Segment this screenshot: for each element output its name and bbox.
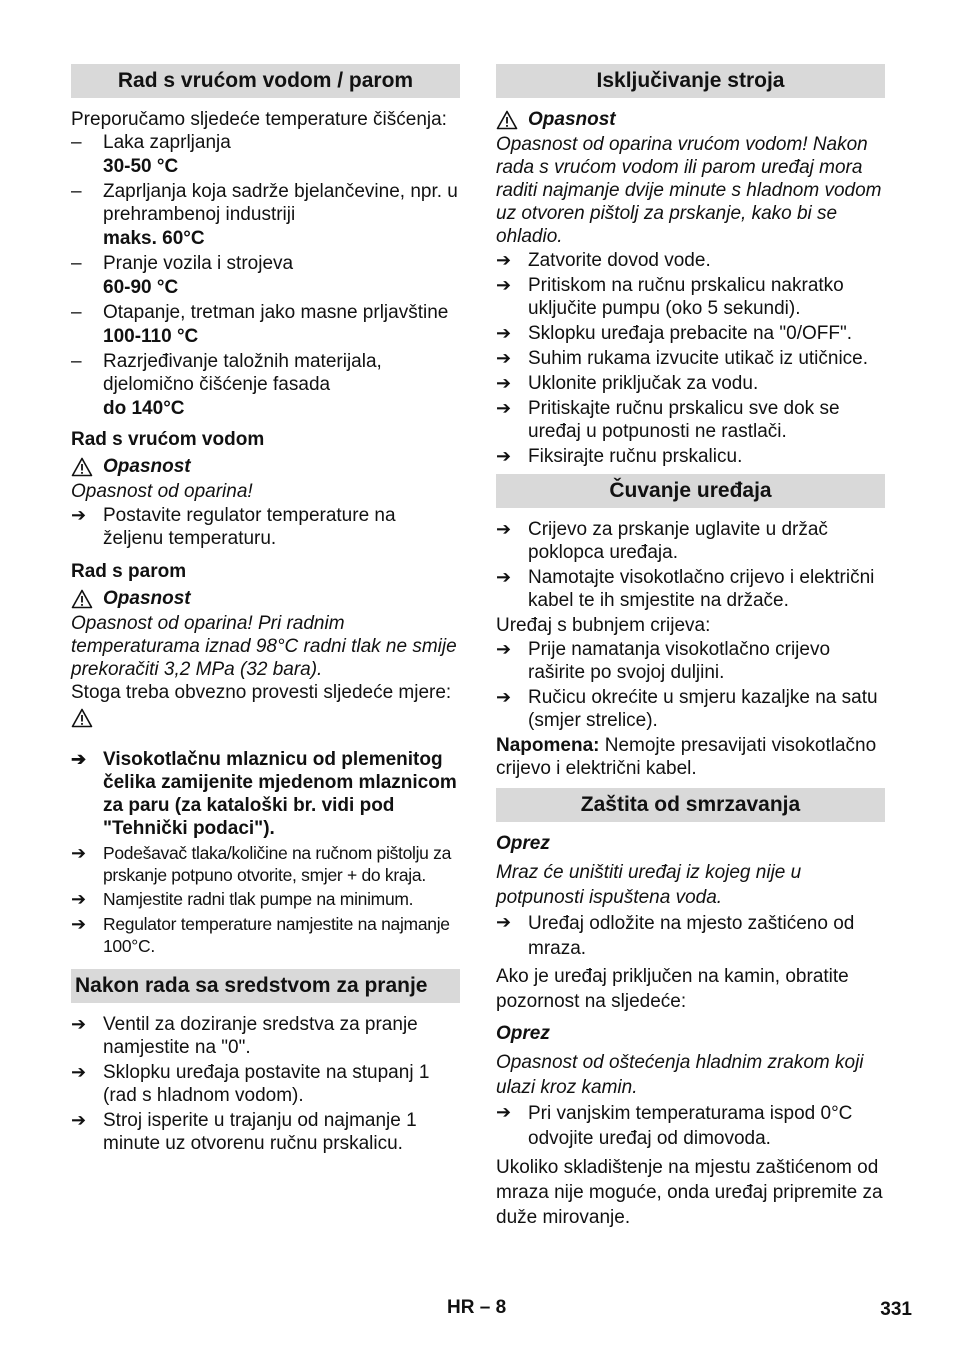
arrow-right-icon: ➔ [71, 505, 87, 525]
temperature-item [71, 350, 460, 396]
list-item [71, 1061, 460, 1107]
warning-triangle-icon [496, 110, 518, 130]
caution-label: Oprez [496, 1023, 550, 1044]
arrow-right-icon: ➔ [71, 1110, 87, 1130]
list-item [71, 842, 460, 886]
list-item-text: Ventil za doziranje sredstva za pranje namjestite na "0". [103, 1014, 418, 1058]
caution-label: Oprez [496, 833, 550, 854]
list-item [496, 274, 885, 320]
list-item [71, 1013, 460, 1059]
arrow-right-icon: ➔ [71, 1062, 87, 1082]
note: Napomena: Nemojte presavijati visokotlačno crijevo i električni kabel. [496, 735, 877, 779]
steam-warning: Opasnost od oparina! Pri radnim temperaturama iznad 98°C radni tlak ne smije prekoračiti 3,2 MPa (32 bara). [71, 613, 457, 680]
left-column [71, 64, 460, 1157]
shutdown-steps [496, 249, 885, 468]
arrow-right-icon: ➔ [71, 889, 86, 909]
frost-warning: Mraz će uništiti uređaj iz kojeg nije u potpunosti ispuštena voda. [496, 862, 802, 908]
temperature-value: maks. 60°C [103, 228, 205, 249]
page-number: 331 [880, 1299, 912, 1320]
list-item [496, 249, 885, 272]
list-item [496, 322, 885, 345]
dash-marker: – [71, 302, 82, 323]
list-item [496, 347, 885, 370]
warning-label: Opasnost [103, 588, 191, 609]
right-column [496, 64, 885, 1230]
intro-text: Preporučamo sljedeće temperature čišćenja: [71, 109, 447, 130]
list-item-text: Uklonite priključak za vodu. [528, 373, 759, 394]
list-item-text: Fiksirajte ručnu prskalicu. [528, 446, 743, 467]
temperature-label: Zaprljanja koja sadrže bjelančevine, npr. u prehrambenoj industriji [103, 181, 458, 225]
list-item-text: Namotajte visokotlačno crijevo i električni kabel te ih smjestite na držače. [528, 567, 875, 611]
drum-steps [496, 638, 885, 732]
shutdown-warning: Opasnost od oparina vrućom vodom! Nakon rada s vrućom vodom ili parom uređaj mora raditi najmanje dvije minute s hladnom vodom uz otvoren pištolj za prskanje, kako bi se ohladio. [496, 134, 882, 247]
section-header-hot-water: Rad s vrućom vodom / parom [71, 64, 460, 98]
arrow-right-icon: ➔ [496, 275, 512, 295]
arrow-right-icon: ➔ [71, 914, 86, 934]
list-item-text: Suhim rukama izvucite utikač iz utičnice. [528, 348, 869, 369]
list-item: ➔ Postavite regulator temperature na željenu temperaturu. [71, 505, 396, 549]
temperature-item [71, 252, 460, 275]
temperature-item [71, 301, 460, 324]
temperature-value: 60-90 °C [103, 277, 179, 298]
warning-label: Opasnost [103, 456, 191, 477]
arrow-right-icon: ➔ [496, 639, 512, 659]
list-item [496, 372, 885, 395]
arrow-right-icon: ➔ [496, 519, 512, 539]
arrow-right-icon: ➔ [496, 687, 512, 707]
list-item [496, 518, 885, 564]
list-item [496, 686, 885, 732]
arrow-right-icon: ➔ [496, 398, 512, 418]
warning-triangle-icon [71, 708, 93, 728]
hot-water-title: Rad s vrućom vodom [71, 429, 265, 450]
list-item [71, 888, 460, 911]
dash-marker: – [71, 351, 82, 372]
hot-water-warning: Opasnost od oparina! [71, 481, 253, 502]
chimney-text: Ako je uređaj priključen na kamin, obratite pozornost na sljedeće: [496, 966, 849, 1012]
drum-text: Uređaj s bubnjem crijeva: [496, 615, 711, 636]
list-item: ➔ Pri vanjskim temperaturama ispod 0°C odvojite uređaj od dimovoda. [496, 1102, 853, 1149]
temperature-label: Laka zaprljanja [103, 132, 231, 153]
temperature-label: Pranje vozila i strojeva [103, 253, 294, 274]
list-item [496, 638, 885, 684]
list-item [71, 913, 460, 957]
temperature-list [71, 131, 460, 420]
list-item-text: Zatvorite dovod vode. [528, 250, 711, 271]
arrow-right-icon: ➔ [496, 373, 512, 393]
dash-marker: – [71, 132, 82, 153]
arrow-right-icon: ➔ [496, 912, 512, 932]
after-steps [71, 1013, 460, 1155]
arrow-right-icon: ➔ [496, 446, 512, 466]
temperature-value: do 140°C [103, 398, 185, 419]
temperature-item [71, 131, 460, 154]
chimney-warning: Opasnost od oštećenja hladnim zrakom koji ulazi kroz kamin. [496, 1052, 864, 1098]
list-item-text: Pritiskajte ručnu prskalicu sve dok se uređaj u potpunosti ne rastlači. [528, 398, 840, 442]
temperature-value: 30-50 °C [103, 156, 179, 177]
arrow-right-icon: ➔ [496, 1102, 512, 1122]
arrow-right-icon: ➔ [496, 250, 512, 270]
list-item-text: Namjestite radni tlak pumpe na minimum. [103, 889, 414, 909]
temperature-label: Razrjeđivanje taložnih materijala, djelomično čišćenje fasada [103, 351, 382, 395]
list-item [496, 566, 885, 612]
list-item-text: Stroj isperite u trajanju od najmanje 1 minute uz otvorenu ručnu prskalicu. [103, 1110, 417, 1154]
list-item-text: Sklopku uređaja postavite na stupanj 1 (rad s hladnom vodom). [103, 1062, 430, 1106]
list-item-text: Podešavač tlaka/količine na ručnom pištolju za prskanje potpuno otvorite, smjer + do kraja. [103, 843, 452, 885]
arrow-right-icon: ➔ [71, 749, 87, 769]
warning-steam [71, 587, 460, 610]
steam-title: Rad s parom [71, 561, 187, 582]
list-item-text: Pritiskom na ručnu prskalicu nakratko uključite pumpu (oko 5 sekundi). [528, 275, 844, 319]
section-header-storage: Čuvanje uređaja [496, 474, 885, 508]
section-header-frost: Zaštita od smrzavanja [496, 788, 885, 822]
warning-label: Opasnost [528, 109, 616, 130]
list-item-text: Sklopku uređaja prebacite na "0/OFF". [528, 323, 852, 344]
arrow-right-icon: ➔ [496, 567, 512, 587]
warning-triangle-icon [71, 589, 93, 609]
final-text: Ukoliko skladištenje na mjestu zaštićenom od mraza nije moguće, onda uređaj pripremite za duže mirovanje. [496, 1157, 883, 1228]
section-header-after-detergent: Nakon rada sa sredstvom za pranje [71, 969, 460, 1003]
steam-text: Stoga treba obvezno provesti sljedeće mjere: [71, 682, 452, 703]
arrow-right-icon: ➔ [496, 323, 512, 343]
footer-language-page: HR – 8 [447, 1297, 507, 1318]
list-item-text: Ručicu okrećite u smjeru kazaljke na satu (smjer strelice). [528, 687, 878, 731]
warning-shutdown [496, 108, 885, 131]
steam-steps [71, 842, 460, 957]
section-header-shutdown: Isključivanje stroja [496, 64, 885, 98]
dash-marker: – [71, 181, 82, 202]
temperature-value: 100-110 °C [103, 326, 199, 347]
warning-triangle-icon [71, 457, 93, 477]
temperature-label: Otapanje, tretman jako masne prljavštine [103, 302, 449, 323]
list-item: ➔ Uređaj odložite na mjesto zaštićeno od mraza. [496, 912, 855, 959]
list-item [496, 445, 885, 468]
storage-steps [496, 518, 885, 612]
list-item-text: Prije namatanja visokotlačno crijevo raširite po svojoj duljini. [528, 639, 831, 683]
warning-hot-water [71, 455, 460, 478]
list-item-text: Regulator temperature namjestite na najmanje 100°C. [103, 914, 450, 956]
arrow-right-icon: ➔ [71, 843, 86, 863]
list-item-text: Crijevo za prskanje uglavite u držač poklopca uređaja. [528, 519, 828, 563]
list-item [71, 1109, 460, 1155]
list-item: ➔ Visokotlačnu mlaznicu od plemenitog čelika zamijenite mjedenom mlaznicom za paru (za kataloški br. vidi pod "Tehnički podaci"). [71, 749, 457, 839]
temperature-item [71, 180, 460, 226]
list-item [496, 397, 885, 443]
arrow-right-icon: ➔ [71, 1014, 87, 1034]
dash-marker: – [71, 253, 82, 274]
arrow-right-icon: ➔ [496, 348, 512, 368]
